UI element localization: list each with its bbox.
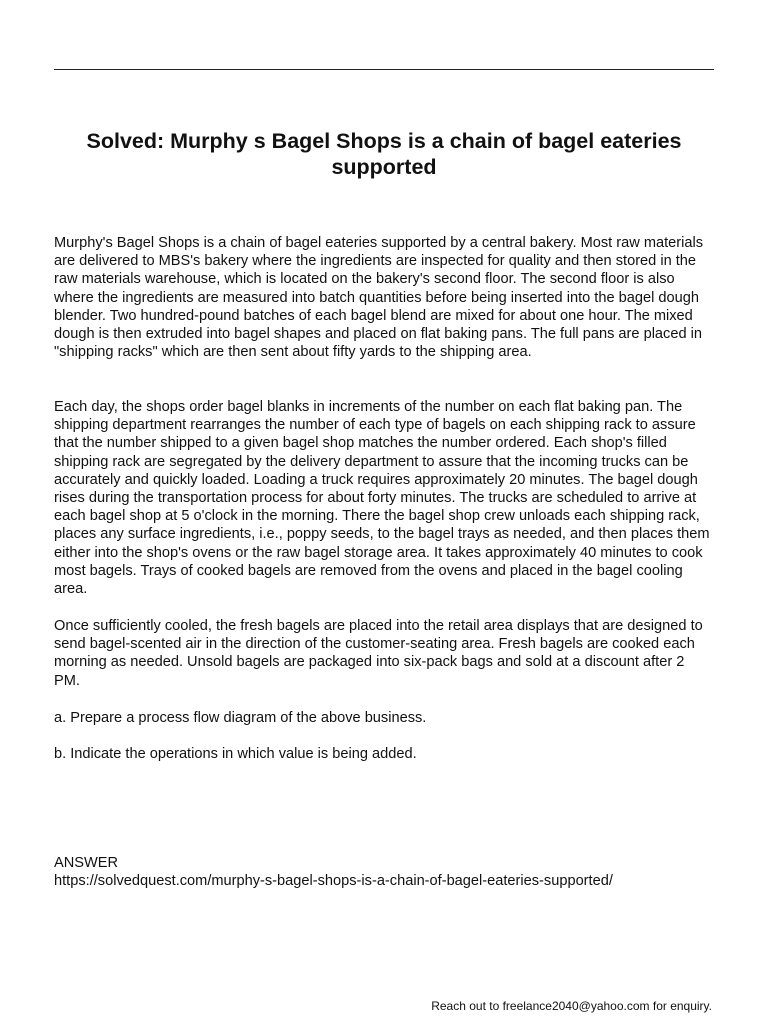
answer-label: ANSWER — [54, 855, 119, 871]
answer-link[interactable]: https://solvedquest.com/murphy-s-bagel-shops-is-a-chain-of-bagel-eateries-supported/ — [54, 873, 613, 889]
page-title: Solved: Murphy s Bagel Shops is a chain of bagel eateries supported — [86, 129, 682, 179]
top-divider — [54, 69, 714, 70]
paragraph-shipping: Each day, the shops order bagel blanks in increments of the number on each flat baking pan. The shipping department rearranges the number of each type of bagels on each shipping rack to assure that the number shipped to a given bagel shop matches the number ordered. Each shop's filled shipping rack are segregated by the delivery department to assure that the incoming trucks can be accurately and quickly loaded. Loading a truck requires approximately 20 minutes. The bagel dough rises during the transportation process for about forty minutes. The trucks are scheduled to arrive at each bagel shop at 5 o'clock in the morning. There the bagel shop crew unloads each shipping rack, places any surface ingredients, i.e., poppy seeds, to the bagel trays as needed, and then places them either into the shop's ovens or the raw bagel storage area. It takes approximately 40 minutes to cook most bagels. Trays of cooked bagels are removed from the ovens and placed in the bagel cooling area. — [54, 399, 710, 598]
paragraph-intro: Murphy's Bagel Shops is a chain of bagel eateries supported by a central bakery. Most raw materials are delivered to MBS's bakery where the ingredients are inspected for quality and then stored in the raw materials warehouse, which is located on the bakery's second floor. The second floor is also where the ingredients are measured into batch quantities before being inserted into the bagel dough blender. Two hundred-pound batches of each bagel blend are mixed for about one hour. The mixed dough is then extruded into bagel shapes and placed on flat baking pans. The full pans are placed in "shipping racks" which are then sent about fifty yards to the shipping area. — [54, 235, 704, 361]
footer-contact: Reach out to freelance2040@yahoo.com for enquiry. — [431, 999, 712, 1013]
question-a: a. Prepare a process flow diagram of the above business. — [54, 710, 427, 726]
question-b: b. Indicate the operations in which value is being added. — [54, 746, 417, 762]
paragraph-retail: Once sufficiently cooled, the fresh bagels are placed into the retail area displays that are designed to send bagel-scented air in the direction of the customer-seating area. Fresh bagels are cooked each morning as needed. Unsold bagels are packaged into six-pack bags and sold at a discount after 2 PM. — [54, 618, 703, 689]
